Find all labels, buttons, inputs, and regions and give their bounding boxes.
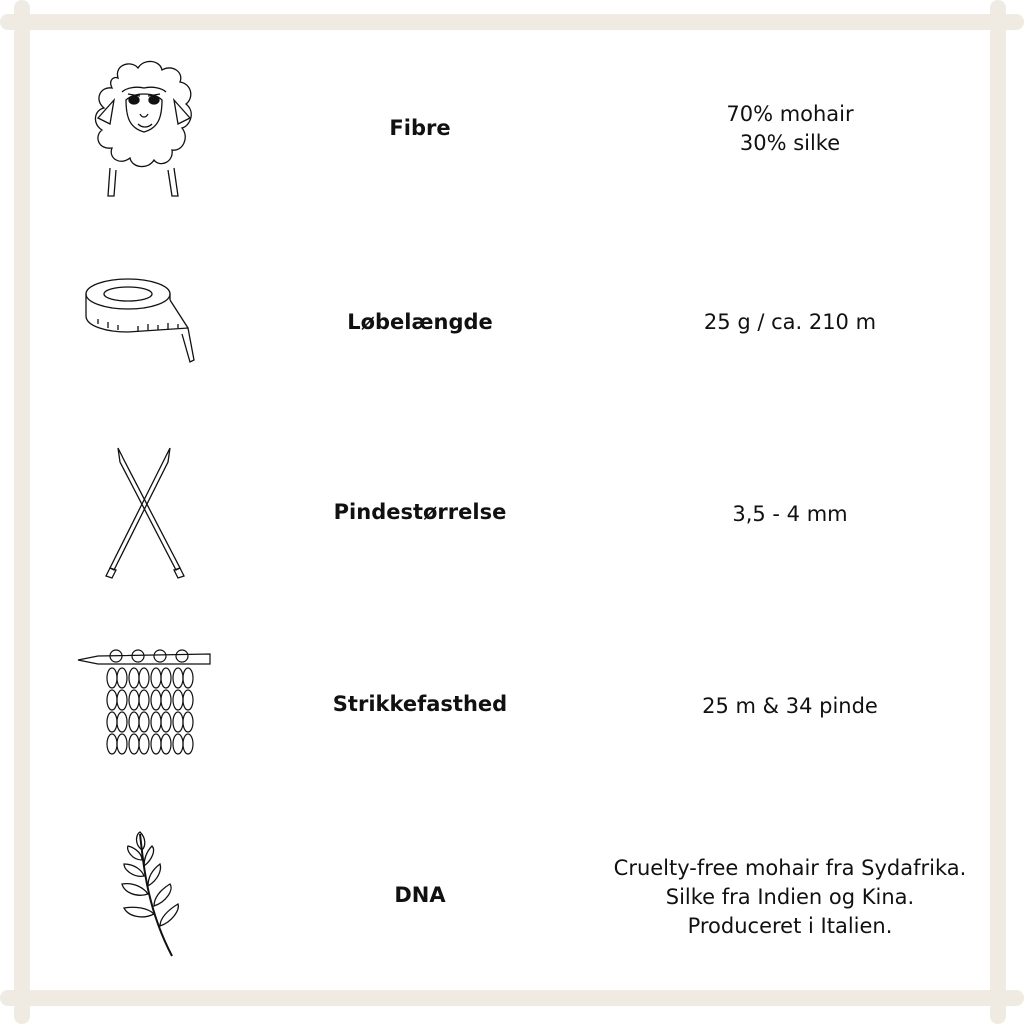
spec-value bbox=[560, 100, 1020, 158]
spec-value-line: Cruelty-free mohair fra Sydafrika. bbox=[613, 856, 967, 880]
spec-value-line: 3,5 - 4 mm bbox=[732, 502, 848, 526]
spec-label: Fibre bbox=[389, 116, 451, 140]
spec-label: DNA bbox=[394, 883, 446, 907]
spec-label: Strikkefasthed bbox=[332, 692, 508, 716]
sheep-icon bbox=[88, 58, 200, 198]
spec-value-line: Produceret i Italien. bbox=[687, 914, 893, 938]
measuring-tape-icon bbox=[78, 272, 200, 364]
leaf-branch-icon bbox=[104, 830, 188, 960]
spec-value-line: 70% mohair bbox=[726, 102, 854, 126]
spec-value-line: 30% silke bbox=[739, 131, 841, 155]
spec-value bbox=[560, 308, 1020, 337]
spec-value-line: 25 m & 34 pinde bbox=[702, 694, 878, 718]
spec-value-line: Silke fra Indien og Kina. bbox=[665, 885, 915, 909]
spec-label: Pindestørrelse bbox=[333, 500, 507, 524]
knit-swatch-icon bbox=[78, 642, 212, 766]
knitting-needles-icon bbox=[100, 448, 190, 578]
spec-value bbox=[560, 500, 1020, 529]
frame-bottom bbox=[0, 990, 1024, 1006]
spec-value bbox=[560, 692, 1020, 721]
spec-value-line: 25 g / ca. 210 m bbox=[703, 310, 877, 334]
spec-value bbox=[560, 854, 1020, 941]
frame-top bbox=[0, 14, 1024, 30]
frame-left bbox=[14, 0, 30, 1024]
spec-label: Løbelængde bbox=[347, 310, 493, 334]
